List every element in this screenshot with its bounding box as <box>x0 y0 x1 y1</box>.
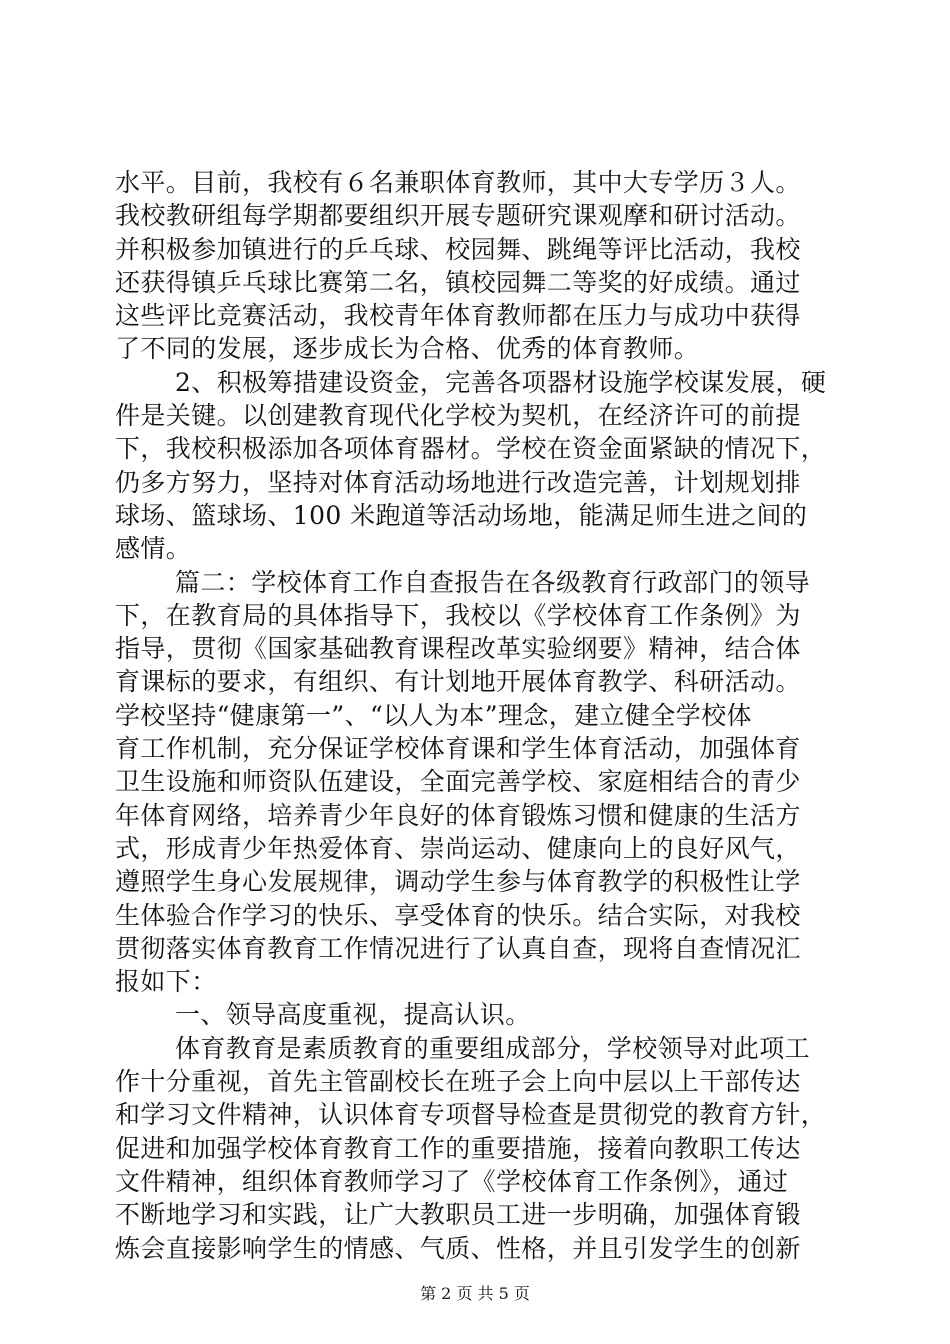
text-line: 下，我校积极添加各项体育器材。学校在资金面紧缺的情况下， <box>115 434 827 464</box>
text-line: 下，在教育局的具体指导下，我校以《学校体育工作条例》为 <box>115 600 801 630</box>
text-line: 水平。目前，我校有６名兼职体育教师，其中大专学历３人。 <box>115 168 801 197</box>
text-line: 年体育网络，培养青少年良好的体育锻炼习惯和健康的生活方 <box>115 800 801 830</box>
text-line: 和学习文件精神，认识体育专项督导检查是贯彻党的教育方针， <box>115 1100 827 1130</box>
text-line: 炼会直接影响学生的情感、气质、性格，并且引发学生的创新 <box>115 1233 801 1263</box>
text-line: 文件精神，组织体育教师学习了《学校体育工作条例》，通过 <box>115 1166 789 1196</box>
page-number-label: 第 2 页 共 5 页 <box>420 1284 530 1303</box>
text-line: 式，形成青少年热爱体育、崇尚运动、健康向上的良好风气， <box>115 833 801 863</box>
text-line: 了不同的发展，逐步成长为合格、优秀的体育教师。 <box>115 334 700 364</box>
text-line: 仍多方努力，坚持对体育活动场地进行改造完善，计划规划排 <box>115 467 801 497</box>
paragraph-start-line: 体育教育是素质教育的重要组成部分，学校领导对此项工 <box>175 1033 811 1063</box>
page-footer <box>0 1284 950 1304</box>
text-line: 遵照学生身心发展规律，调动学生参与体育教学的积极性让学 <box>115 867 801 897</box>
text-line: 卫生设施和师资队伍建设，全面完善学校、家庭相结合的青少 <box>115 767 801 797</box>
text-line: 生体验合作学习的快乐、享受体育的快乐。结合实际，对我校 <box>115 900 801 930</box>
text-line: 我校教研组每学期都要组织开展专题研究课观摩和研讨活动。 <box>115 201 801 231</box>
text-line: 报如下： <box>115 967 217 997</box>
text-line: 作十分重视，首先主管副校长在班子会上向中层以上干部传达 <box>115 1067 801 1097</box>
paragraph-start-line: 篇二：学校体育工作自查报告在各级教育行政部门的领导 <box>175 567 811 597</box>
text-line: 学校坚持“健康第一”、“以人为本”理念，建立健全学校体 <box>115 700 752 730</box>
text-line: 还获得镇乒乓球比赛第二名，镇校园舞二等奖的好成绩。通过 <box>115 267 801 297</box>
text-line: 育工作机制，充分保证学校体育课和学生体育活动，加强体育 <box>115 734 801 764</box>
section-heading: 一、领导高度重视，提高认识。 <box>175 1000 531 1030</box>
text-line: 不断地学习和实践，让广大教职员工进一步明确，加强体育锻 <box>115 1200 801 1230</box>
text-line: 这些评比竞赛活动，我校青年体育教师都在压力与成功中获得 <box>115 301 801 331</box>
text-line: 育课标的要求，有组织、有计划地开展体育教学、科研活动。 <box>115 667 801 697</box>
text-line: 球场、篮球场、100 米跑道等活动场地，能满足师生进之间的 <box>115 500 808 530</box>
text-line: 贯彻落实体育教育工作情况进行了认真自查，现将自查情况汇 <box>115 933 801 963</box>
text-line: 指导，贯彻《国家基础教育课程改革实验纲要》精神，结合体 <box>115 634 801 664</box>
text-line: 感情。 <box>115 534 192 564</box>
text-line: 并积极参加镇进行的乒乓球、校园舞、跳绳等评比活动，我校 <box>115 234 801 264</box>
document-body <box>115 166 835 1265</box>
paragraph-start-line: 2、积极筹措建设资金，完善各项器材设施学校谋发展，硬 <box>175 367 827 397</box>
text-line: 促进和加强学校体育教育工作的重要措施，接着向教职工传达 <box>115 1133 801 1163</box>
text-line: 件是关键。以创建教育现代化学校为契机，在经济许可的前提 <box>115 401 801 431</box>
